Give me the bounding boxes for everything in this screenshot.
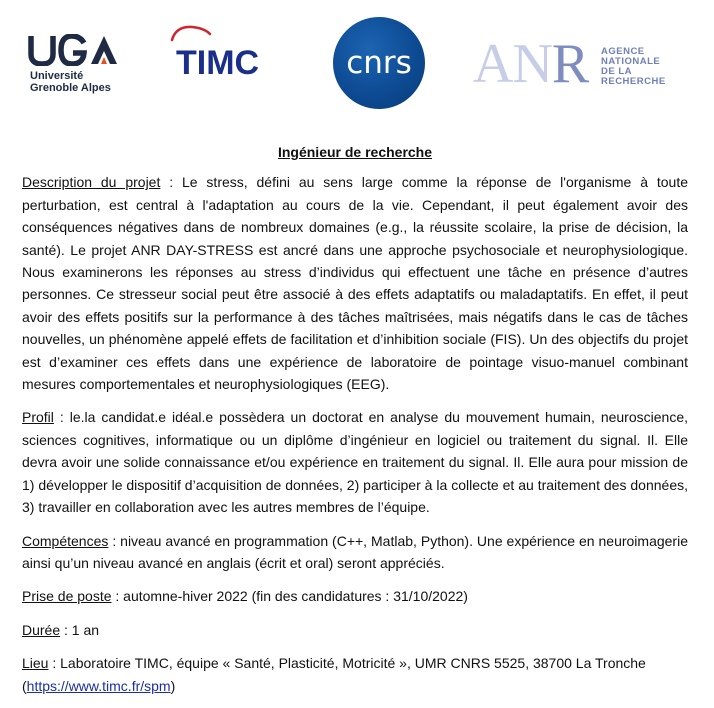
logo-row — [0, 0, 714, 125]
timc-mark — [170, 24, 270, 84]
competences-text: : niveau avancé en programmation (C++, Matlab, Python). Une expérience en neuroimagerie ainsi qu’un niveau avancé en anglais (écrit et oral) seront appréciés. — [22, 532, 688, 571]
cnrs-logo-text: cnrs — [346, 45, 412, 81]
lieu-paragraph — [22, 652, 688, 697]
document-title: Ingénieur de recherche — [277, 144, 433, 160]
timc-logo — [170, 24, 270, 84]
competences-label: Compétences — [22, 532, 109, 549]
description-text: : Le stress, défini au sens large comme la réponse de l'organisme à toute perturbation, est central à l'adaptation au cours de la vie. Cependant, il peut également avoir des conséquences négatives dans de nombreux domaines (e.g., la réussite scolaire, la prise de décision, la santé). Le projet ANR DAY-STRESS est ancré dans une approche psychosociale et neurophysiologique. Nous examinerons les réponses au stress d’individus qui effectuent une tâche en présence d’autres personnes. Ce stresseur social peut être associé à des effets adaptatifs ou maladaptatifs. En effet, il peut avoir des effets positifs sur la performance à des tâches maîtrisées, mais négatifs dans le cas de tâches nouvelles, un phénomène appelé effets de facilitation et d’inhibition sociale (FIS). Un des objectifs du projet est d’examiner ces effets dans une expérience de laboratoire de pointage visuo-manuel combinant mesures comportementales et neurophysiologiques (EEG). — [22, 174, 688, 393]
anr-logo — [473, 33, 693, 100]
timc-website-link[interactable]: https://www.timc.fr/spm — [26, 677, 171, 694]
prise-de-poste-label: Prise de poste — [22, 588, 112, 605]
uga-mark — [28, 34, 124, 66]
duree-text: : 1 an — [60, 621, 100, 638]
anr-letters: ANR — [473, 33, 589, 95]
lieu-label: Lieu — [22, 655, 49, 672]
svg-text:TIMC: TIMC — [176, 44, 260, 82]
lieu-text: : Laboratoire TIMC, équipe « Santé, Plasticité, Motricité », UMR CNRS 5525, 38700 La Tronche — [48, 655, 646, 672]
description-label: Description du projet — [22, 174, 161, 191]
lieu-paren-close: ) — [170, 677, 176, 694]
description-paragraph — [22, 171, 688, 395]
job-posting — [22, 141, 688, 708]
duree-label: Durée — [22, 621, 61, 638]
uga-logo — [28, 34, 128, 94]
profil-paragraph — [22, 406, 688, 518]
profil-text: : le.la candidat.e idéal.e possèdera un doctorat en analyse du mouvement humain, neuroscience, sciences cognitives, informatique ou un diplôme d’ingénieur en logiciel ou traitement du signal. Il. Elle devra avoir une solide connaissance et/ou expérience en traitement du signal. Il. Elle aura pour mission de 1) développer le dispositif d’acquisition de données, 2) participer à la collecte et au traitement des données, 3) travailler en collaboration avec les autres membres de l’équipe. — [22, 409, 688, 516]
duree-paragraph — [22, 619, 688, 641]
anr-subtitle: AGENCE NATIONALE DE LA RECHERCHE — [601, 46, 666, 87]
competences-paragraph — [22, 530, 688, 575]
lieu-paren-open: ( — [22, 677, 27, 694]
uga-line-2: Grenoble Alpes — [30, 82, 111, 94]
cnrs-logo — [333, 17, 425, 109]
prise-de-poste-paragraph — [22, 585, 688, 607]
uga-line-1: Université — [30, 70, 84, 82]
profil-label: Profil — [22, 409, 54, 426]
prise-de-poste-text: : automne-hiver 2022 (fin des candidatures : 31/10/2022) — [111, 588, 468, 605]
